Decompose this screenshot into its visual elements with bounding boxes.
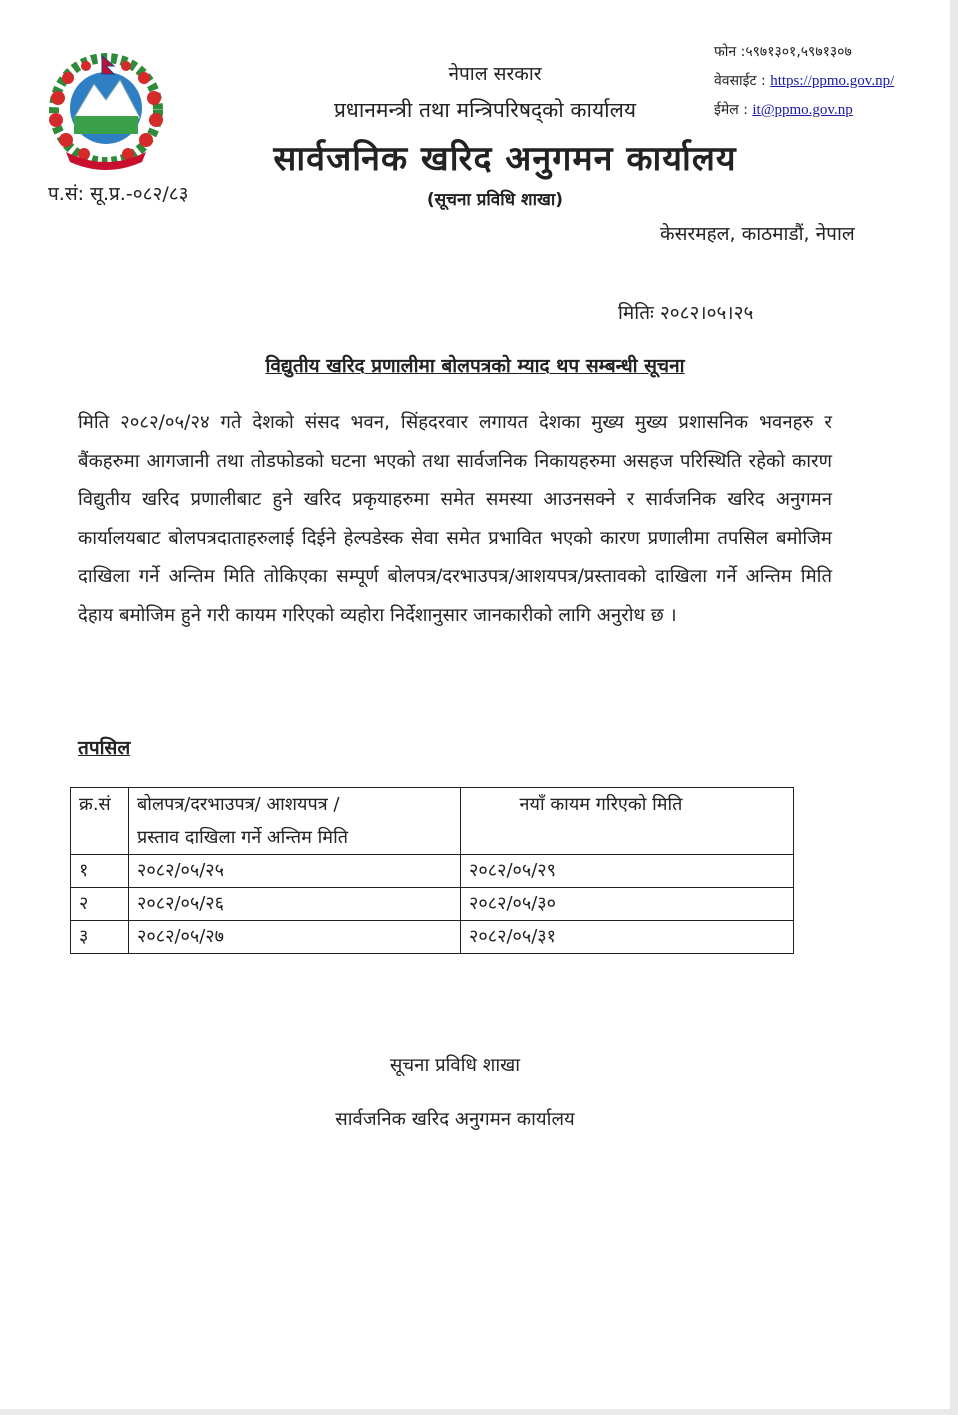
government-name: नेपाल सरकार — [448, 63, 542, 85]
row-serial: ३ — [71, 921, 129, 954]
notice-date: मितिः २०८२।०५।२५ — [618, 302, 754, 324]
row-old-date: २०८२/०५/२६ — [129, 888, 461, 921]
website-label: वेवसाईट : — [714, 73, 766, 89]
table-row — [71, 855, 794, 888]
notice-subject: विद्युतीय खरिद प्रणालीमा बोलपत्रको म्याद थप सम्बन्धी सूचना — [265, 355, 685, 377]
page-edge-shadow — [950, 0, 958, 1415]
header-old-date-line2: प्रस्ताव दाखिला गर्ने अन्तिम मिति — [137, 827, 348, 848]
phone-number: ५९७१३०१,५९७१३०७ — [745, 44, 852, 60]
table-header-row — [71, 788, 794, 855]
header-new-date: नयाँ कायम गरिएको मिति — [461, 788, 794, 855]
table-row — [71, 921, 794, 954]
row-new-date: २०८२/०५/३१ — [461, 921, 794, 954]
page-bottom-edge — [0, 1409, 958, 1415]
branch-name: (सूचना प्रविधि शाखा) — [426, 190, 564, 210]
reference-number: प.सं: सू.प्र.-०८२/८३ — [48, 183, 189, 205]
row-old-date: २०८२/०५/२५ — [129, 855, 461, 888]
row-serial: १ — [71, 855, 129, 888]
row-new-date: २०८२/०५/३० — [461, 888, 794, 921]
website-link[interactable]: https://ppmo.gov.np/ — [770, 73, 895, 89]
row-serial: २ — [71, 888, 129, 921]
office-address: केसरमहल, काठमाडौं, नेपाल — [660, 223, 855, 245]
phone-label: फोन : — [714, 44, 746, 60]
schedule-title: तपसिल — [78, 737, 131, 759]
header-serial: क्र.सं — [71, 788, 129, 855]
ministry-name: प्रधानमन्त्री तथा मन्त्रिपरिषद्को कार्यालय — [333, 98, 637, 122]
email-label: ईमेल : — [714, 102, 748, 118]
email-link[interactable]: it@ppmo.gov.np — [752, 102, 853, 118]
schedule-table — [70, 787, 794, 954]
signature-office: सार्वजनिक खरिद अनुगमन कार्यालय — [335, 1109, 575, 1130]
row-new-date: २०८२/०५/२९ — [461, 855, 794, 888]
notice-body: मिति २०८२/०५/२४ गते देशको संसद भवन, सिंहदरवार लगायत देशका मुख्य मुख्य प्रशासनिक भवनहरु र बैंकहरुमा आगजानी तथा तोडफोडको घटना भएको तथा सार्वजनिक निकायहरुमा असहज परिस्थिति रहेको कारण विद्युतीय खरिद प्रणालीबाट हुने खरिद प्रकृयाहरुमा समेत समस्या आउनसक्ने र सार्वजनिक खरिद अनुगमन कार्यालयबाट बोलपत्रदाताहरुलाई दिईने हेल्पडेस्क सेवा समेत प्रभावित भएको कारण प्रणालीमा तपसिल बमोजिम दाखिला गर्ने अन्तिम मिति तोकिएका सम्पूर्ण बोलपत्र/दरभाउपत्र/आशयपत्र/प्रस्तावको दाखिला गर्ने अन्तिम मिति देहाय बमोजिम हुने गरी कायम गरिएको व्यहोरा निर्देशानुसार जानकारीको लागि अनुरोध छ । — [78, 412, 832, 626]
header-old-date-line1: बोलपत्र/दरभाउपत्र/ आशयपत्र / — [137, 794, 340, 815]
signature-branch: सूचना प्रविधि शाखा — [389, 1055, 521, 1076]
header-old-date — [129, 788, 461, 855]
table-row — [71, 888, 794, 921]
office-name: सार्वजनिक खरिद अनुगमन कार्यालय — [273, 139, 737, 179]
row-old-date: २०८२/०५/२७ — [129, 921, 461, 954]
